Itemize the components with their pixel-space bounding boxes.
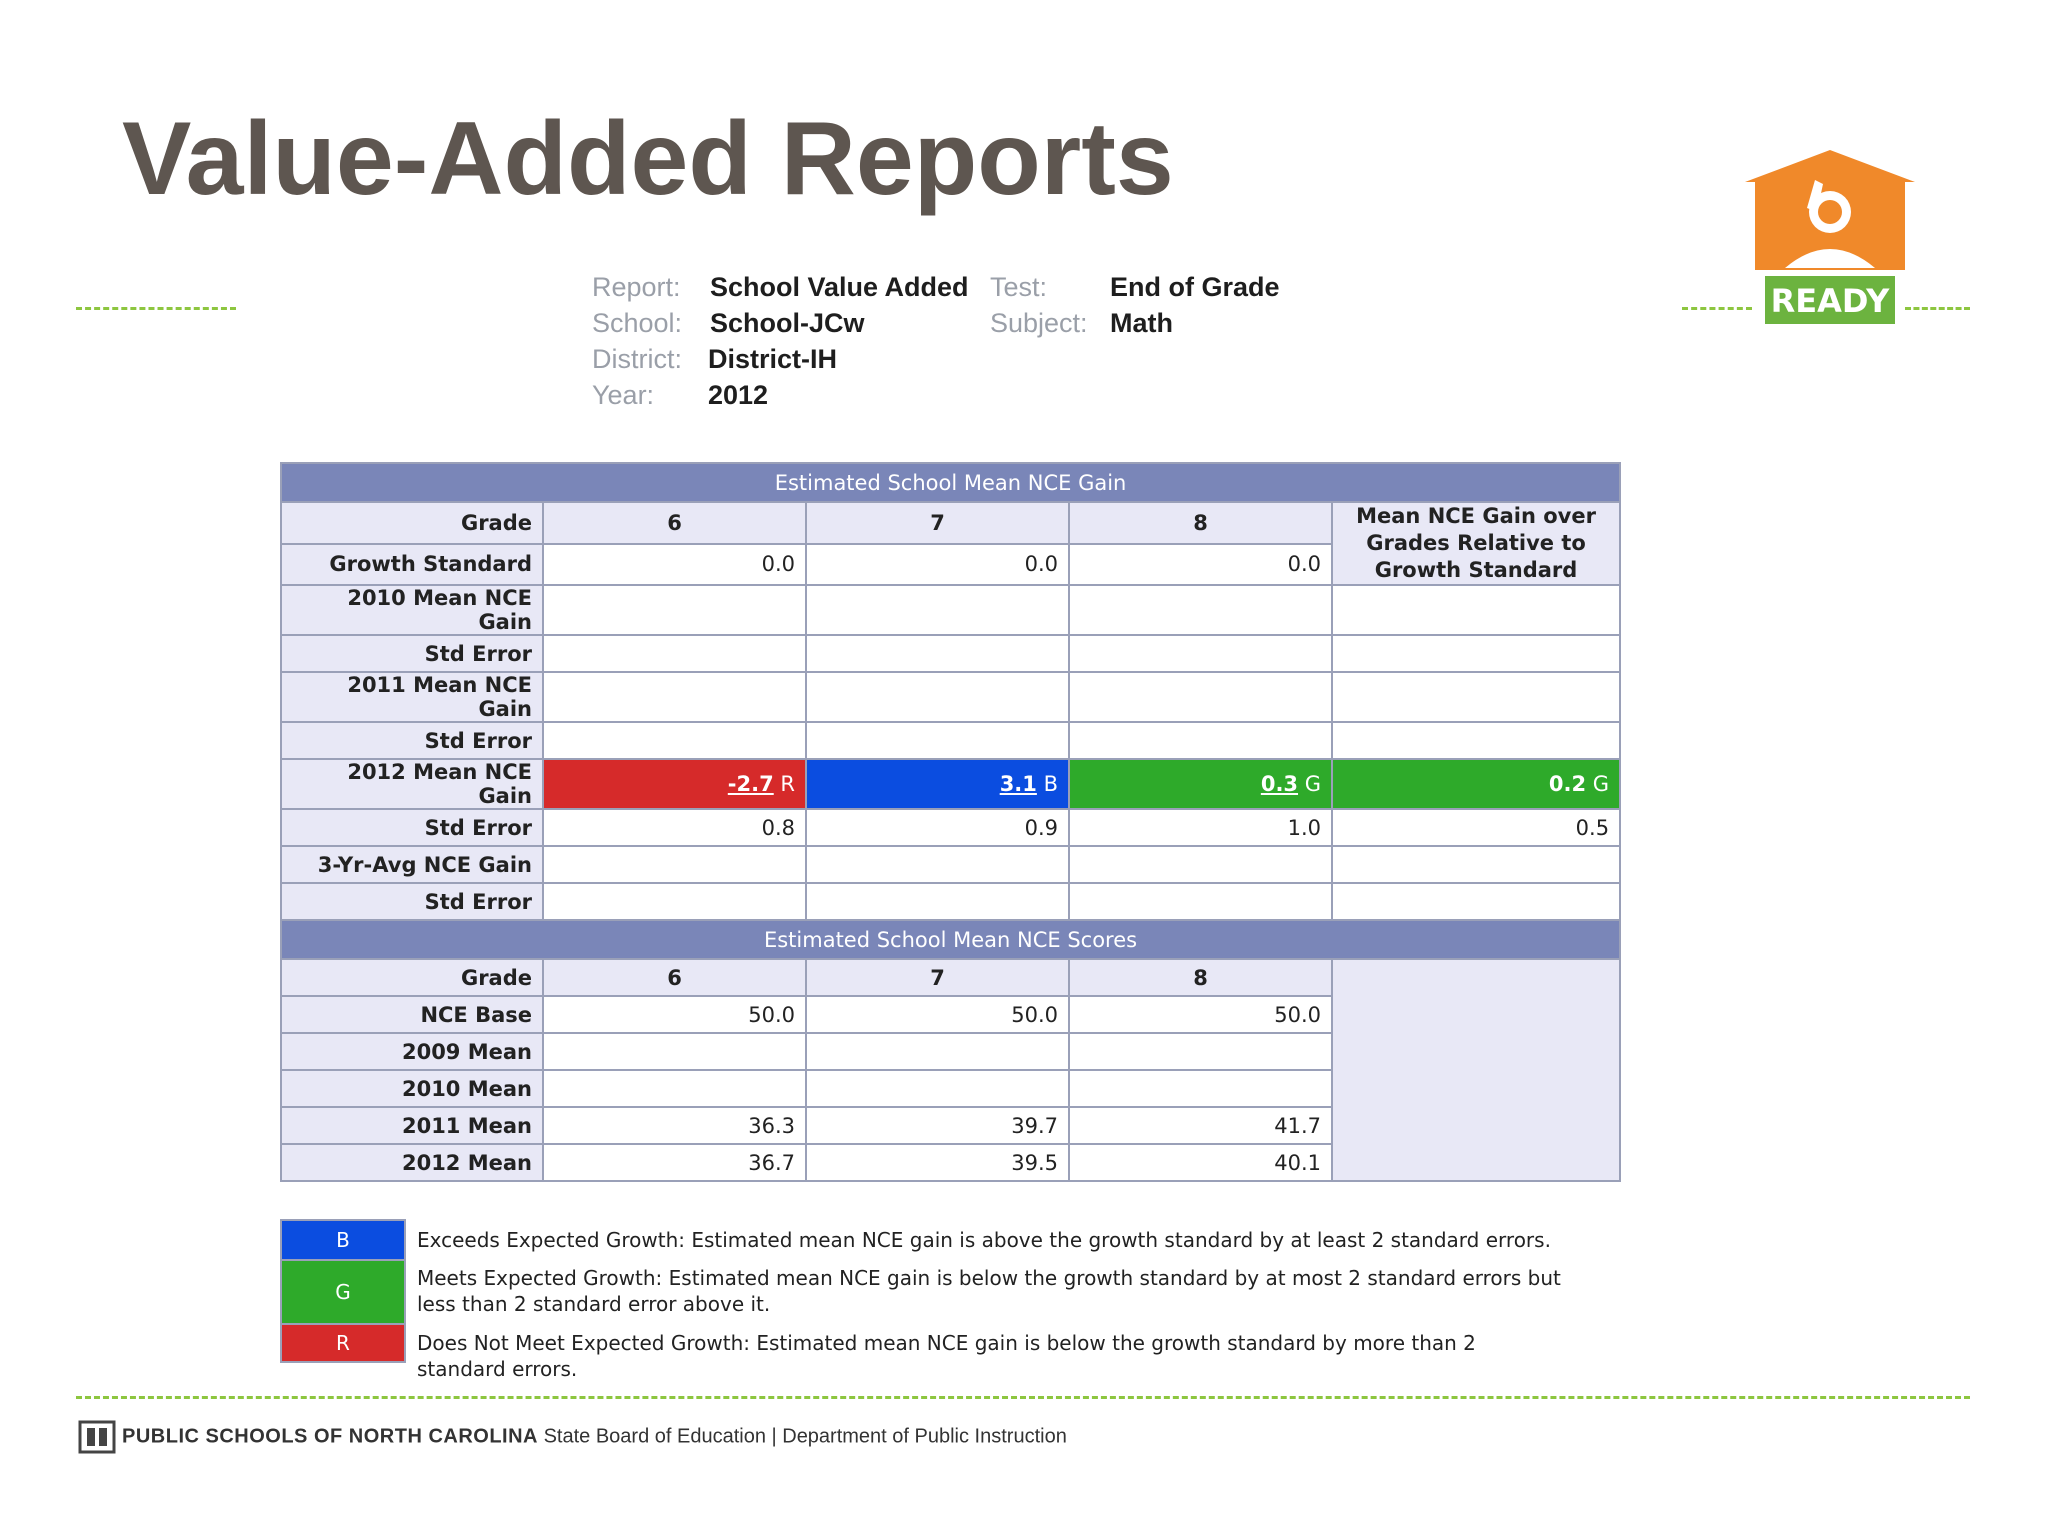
table-row: Std Error 0.8 0.9 1.0 0.5 [281, 809, 1620, 846]
mean-gain-header: Mean NCE Gain over Grades Relative to Growth Standard [1332, 502, 1620, 585]
grade-7: 7 [806, 502, 1069, 544]
table-row: Std Error [281, 883, 1620, 920]
gain-table-header: Estimated School Mean NCE Gain [281, 463, 1620, 502]
grade-6: 6 [543, 502, 806, 544]
test-label: Test: [990, 272, 1048, 302]
gain-link[interactable]: 3.1 [999, 772, 1037, 796]
table-row: 2011 Mean 36.3 39.7 41.7 [281, 1107, 1620, 1144]
gain-cell-grade-8[interactable]: 0.3 G [1069, 759, 1332, 809]
table-row: 2012 Mean 36.7 39.5 40.1 [281, 1144, 1620, 1181]
report-value: School Value Added [710, 272, 969, 302]
legend-swatch-r: R [280, 1323, 406, 1363]
table-row: 2011 Mean NCE Gain [281, 672, 1620, 722]
legend-text-g: Meets Expected Growth: Estimated mean NCE gain is below the growth standard by at most 2 standard errors but less than 2 standard error above it. [417, 1266, 1561, 1316]
table-row: 2012 Mean NCE Gain -2.7 R 3.1 B 0.3 G 0.2 G [281, 759, 1620, 809]
gain-cell-mean: 0.2 G [1332, 759, 1620, 809]
gain-table: Estimated School Mean NCE Gain Grade 6 7 8 Mean NCE Gain over Grades Relative to Growth Standard Growth Standard 0.0 0.0 0.0 2010 Mean NCE Gain Std Error 2011 Mean NCE Gain Std Error 2012 Mean NCE Gain -2.7 R 3.1 B 0.3 G 0.2 G Std Error 0.8 0.9 1.0 0.5 3-Yr-Avg NCE Gain Std Error Estimated School Mean NCE Scores Grade 6 7 8 NCE Base 50.0 50.0 50.0 2009 Mean 2010 Mean 2011 Mean 36.3 39.7 41.7 2012 Mean 36.7 39.5 40.1 [280, 462, 1621, 1182]
grade-label: Grade [281, 502, 543, 544]
divider [1682, 307, 1752, 310]
footer-org: PUBLIC SCHOOLS OF NORTH CAROLINA [122, 1425, 538, 1448]
footer [78, 1418, 1067, 1456]
footer-dept: State Board of Education | Department of Public Instruction [543, 1425, 1067, 1448]
grade-label: Grade [281, 959, 543, 996]
table-row: Std Error [281, 722, 1620, 759]
year-value: 2012 [708, 380, 769, 410]
table-row: Growth Standard 0.0 0.0 0.0 [281, 544, 1620, 586]
gain-cell-grade-6[interactable]: -2.7 R [543, 759, 806, 809]
table-row: 2009 Mean [281, 1033, 1620, 1070]
table-row: Std Error [281, 635, 1620, 672]
divider [76, 1396, 1970, 1399]
divider [76, 307, 236, 310]
gain-link[interactable]: 0.3 [1260, 772, 1299, 796]
district-value: District-IH [708, 344, 838, 374]
legend-swatch-g: G [280, 1259, 406, 1325]
svg-text:READY: READY [1770, 282, 1890, 320]
table-row: 2010 Mean NCE Gain [281, 585, 1620, 635]
page-title: Value-Added Reports [122, 101, 1174, 217]
legend-text-r: Does Not Meet Expected Growth: Estimated mean NCE gain is below the growth standard by more than 2 standard errors. [417, 1331, 1476, 1381]
gain-link[interactable]: -2.7 [727, 772, 774, 796]
table-row: NCE Base 50.0 50.0 50.0 [281, 996, 1620, 1033]
grade-8: 8 [1069, 502, 1332, 544]
year-label: Year: [592, 380, 655, 410]
subject-value: Math [1110, 308, 1173, 338]
nc-seal-icon [78, 1418, 116, 1456]
table-row: 3-Yr-Avg NCE Gain [281, 846, 1620, 883]
report-label: Report: [592, 272, 681, 302]
district-label: District: [592, 344, 682, 374]
subject-label: Subject: [990, 308, 1088, 338]
school-label: School: [592, 308, 683, 338]
table-row: 2010 Mean [281, 1070, 1620, 1107]
ready-logo [1745, 150, 1915, 330]
legend-text-b: Exceeds Expected Growth: Estimated mean NCE gain is above the growth standard by at least 2 standard errors. [417, 1228, 1551, 1252]
test-value: End of Grade [1110, 272, 1280, 302]
score-table-header: Estimated School Mean NCE Scores [281, 920, 1620, 959]
legend-swatch-b: B [280, 1219, 406, 1261]
school-value: School-JCw [710, 308, 865, 338]
gain-cell-grade-7[interactable]: 3.1 B [806, 759, 1069, 809]
